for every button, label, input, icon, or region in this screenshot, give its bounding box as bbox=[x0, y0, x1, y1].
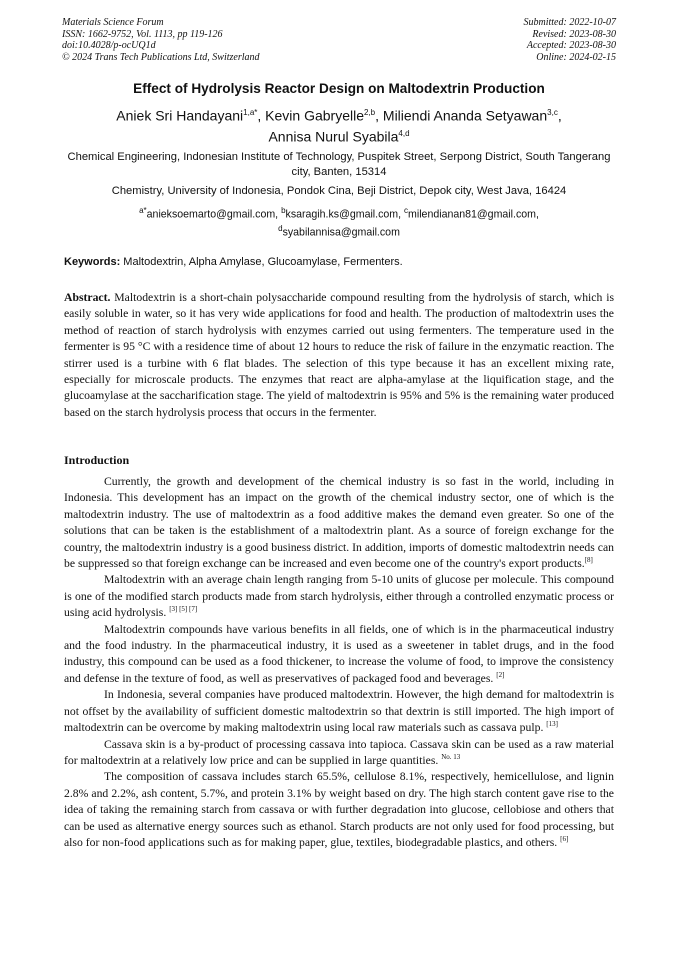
submission-dates bbox=[524, 17, 617, 63]
affiliation-2: Chemistry, University of Indonesia, Pondok Cina, Beji District, Depok city, West Java, 16424 bbox=[111, 185, 567, 197]
abstract-label: Abstract. bbox=[64, 291, 111, 304]
intro-paragraph bbox=[64, 622, 614, 688]
author-affiliation-mark: 2,b bbox=[364, 108, 376, 117]
intro-paragraph bbox=[64, 769, 614, 851]
email-address[interactable]: ksaragih.ks@gmail.com bbox=[285, 208, 399, 221]
paragraph-text: In Indonesia, several companies have produced maltodextrin. However, the high demand for maltodextrin is not offset by the availability of sufficient domestic maltodextrin so that dextrin is still imported. The high import of maltodextrin can be overcome by making maltodextrin using local raw materials such as cassava pulp. bbox=[64, 688, 614, 735]
online-date: Online: 2024-02-15 bbox=[536, 51, 616, 63]
intro-paragraph bbox=[64, 737, 614, 770]
paragraph-text: Currently, the growth and development of the chemical industry is so fast in the world, including in Indonesia. This development has an impact on the growth of the chemical industry sector, one of which is the maltodextrin industry. The use of maltodextrin as a food additive makes the demand even greater. So one of the solutions that can be taken is the establishment of a maltodextrin plant. As a source of foreign exchange for the country, the maltodextrin industry is a good business district. In addition, imports of domestic maltodextrin needs can be suppressed so that foreign exchange can be increased and even become one of the country's export products. bbox=[64, 475, 614, 571]
intro-paragraph bbox=[64, 474, 614, 572]
doi-line[interactable]: doi:10.4028/p-ocUQ1d bbox=[62, 40, 156, 52]
email-mark: d bbox=[278, 224, 283, 234]
author-affiliation-mark: 3,c bbox=[547, 108, 558, 117]
citation[interactable]: No. 13 bbox=[441, 752, 461, 761]
author-affiliation-mark: 1,a* bbox=[243, 108, 258, 117]
journal-info bbox=[62, 17, 260, 63]
affiliation-1: Chemical Engineering, Indonesian Institute of Technology, Puspitek Street, Serpong District, South Tangerang city, Banten, 15314 bbox=[67, 151, 611, 178]
citation[interactable]: [13] bbox=[546, 720, 558, 729]
abstract-text: Maltodextrin is a short-chain polysaccharide compound resulting from the hydrolysis of starch, which is easily soluble in water, so it has very wide applications for food and health. The production of maltodextrin uses the method of reaction of starch hydrolysis with enzymes carried out using fermenters. The temperature used in the fermenter is 95 °C with a residence time of about 12 hours to reduce the risk of failure in the enzymatic reaction. The stirrer used is a turbine with 6 flat blades. The selection of this type because it has an excellent mixing rate, especially for microscale products. The enzymes that react are alpha-amylase at the liquification stage, and the glucoamylase at the saccharification stage. The yield of maltodextrin is 95% and 5% is the remaining water produced based on the starch hydrolysis process that occurs in the fermenter. bbox=[64, 291, 614, 419]
citation[interactable]: [3] [5] [7] bbox=[169, 605, 198, 614]
email-address[interactable]: anieksoemarto@gmail.com bbox=[146, 208, 276, 221]
email-separator: , bbox=[275, 208, 282, 221]
author-name: Annisa Nurul Syabila bbox=[268, 128, 399, 145]
intro-paragraph bbox=[64, 572, 614, 621]
paragraph-text: Maltodextrin compounds have various benefits in all fields, one of which is in the pharmaceutical industry and the food industry. In the pharmaceutical industry, it is used as a sweetener in tablet drugs, and in the food industry, this compound can be used as a food thickener, to increase the volume of food, to improve the consistency and defense in the texture of food, as well as preservatives of packaged food and beverages. bbox=[64, 622, 614, 685]
paragraph-text: The composition of cassava includes starch 65.5%, cellulose 8.1%, respectively, hemicellulose, and lignin 2.8% and 2.2%, ash content, 5.7%, and protein 3.1% by weight based on dry. The high starch content gave rise to the idea of taking the remaining starch from cassava or with further degradation into glucose, cellobiose and others that can be used as alternative energy sources such as ethanol. Starch products are not only used for food processing, but also for non-food applications such as for making paper, glue, textiles, biodegradable plastics, and others. bbox=[64, 770, 614, 849]
author-name: Aniek Sri Handayani bbox=[116, 107, 244, 124]
keywords-label: Keywords: bbox=[64, 256, 121, 268]
submitted-date: Submitted: 2022-10-07 bbox=[523, 17, 616, 28]
author-list bbox=[40, 104, 638, 145]
accepted-date: Accepted: 2023-08-30 bbox=[526, 40, 616, 52]
citation[interactable]: [8] bbox=[584, 556, 593, 565]
introduction-body bbox=[64, 474, 614, 851]
abstract bbox=[64, 290, 614, 421]
paragraph-text: Cassava skin is a by-product of processing cassava into tapioca. Cassava skin can be used as a raw material for maltodextrin at a relatively low price and can be supplied in large quantities. bbox=[64, 737, 614, 767]
author-name: Kevin Gabryelle bbox=[265, 107, 364, 124]
email-mark: c bbox=[404, 206, 409, 215]
email-mark: a* bbox=[139, 206, 147, 215]
paper-title: Effect of Hydrolysis Reactor Design on Maltodextrin Production bbox=[133, 81, 545, 96]
author-name: Miliendi Ananda Setyawan bbox=[382, 107, 548, 124]
email-mark: b bbox=[281, 206, 286, 215]
author-affiliation-mark: 4,d bbox=[398, 128, 410, 138]
author-emails bbox=[60, 204, 618, 240]
citation[interactable]: [2] bbox=[496, 670, 505, 679]
email-separator: , bbox=[535, 208, 539, 221]
revised-date: Revised: 2023-08-30 bbox=[532, 28, 616, 40]
author-separator: , bbox=[557, 107, 562, 124]
email-separator: , bbox=[398, 208, 405, 221]
citation[interactable]: [6] bbox=[560, 834, 569, 843]
introduction-heading: Introduction bbox=[64, 453, 130, 467]
journal-name: Materials Science Forum bbox=[62, 17, 164, 28]
author-separator: , bbox=[375, 107, 383, 124]
email-address[interactable]: milendianan81@gmail.com bbox=[408, 208, 536, 221]
email-address[interactable]: syabilannisa@gmail.com bbox=[282, 226, 400, 239]
intro-paragraph bbox=[64, 687, 614, 736]
author-separator: , bbox=[257, 107, 266, 124]
keywords bbox=[64, 256, 624, 268]
paragraph-text: Maltodextrin with an average chain length ranging from 5-10 units of glucose per molecule. This compound is one of the modified starch products made from starch hydrolysis, either through a controlled enzymatic process or using acid hydrolysis. bbox=[64, 573, 614, 620]
keywords-text: Maltodextrin, Alpha Amylase, Glucoamylase, Fermenters. bbox=[120, 256, 403, 268]
copyright-line: © 2024 Trans Tech Publications Ltd, Switzerland bbox=[62, 51, 260, 63]
issn-line: ISSN: 1662-9752, Vol. 1113, pp 119-126 bbox=[62, 28, 223, 40]
